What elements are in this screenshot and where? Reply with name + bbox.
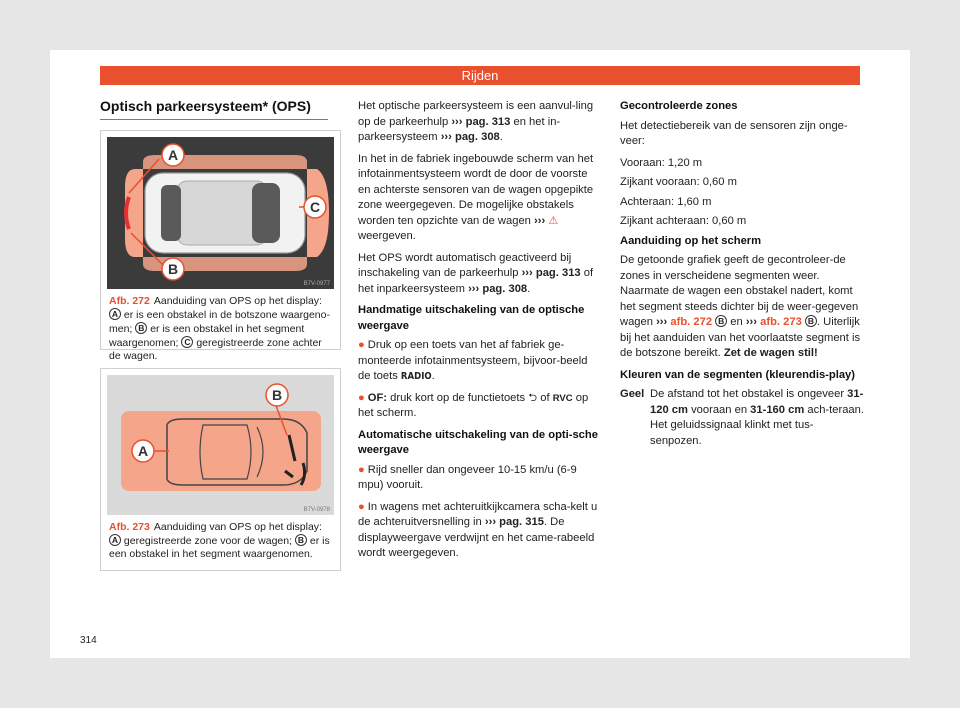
figure-code: B7V-0977	[303, 281, 330, 287]
caption-text: Aanduiding van OPS op het display:	[153, 295, 322, 307]
badge-a: A	[109, 534, 121, 546]
text: druk kort op de functietoets	[390, 391, 526, 404]
rvc-key: RVC	[552, 392, 573, 404]
radio-key: RADIO	[400, 371, 432, 382]
text: OF:	[367, 391, 388, 404]
text: Druk op een toets van het af fabriek ge-monteerde infotainmentsysteem, bijvoor-beeld de toets	[358, 339, 588, 382]
text: 31-160 cm	[750, 403, 805, 416]
figure-272-image	[107, 137, 334, 289]
spec-line: Zijkant vooraan: 0,60 m	[620, 176, 737, 188]
text: vooraan en	[691, 403, 748, 416]
paragraph	[620, 253, 865, 362]
definition	[650, 387, 865, 449]
caption-text: er is een obstakel in het segment waargenomen.	[109, 535, 330, 560]
ref-arrow: ›››	[440, 131, 452, 143]
caption-text: er is een obstakel in het segment waargenomen;	[109, 323, 305, 349]
figure-code: B7V-0978	[303, 507, 330, 513]
figure-label: Afb. 273	[109, 521, 150, 533]
text: In wagens met achteruitkijkcamera scha-kelt u de achteruitversnelling in	[358, 500, 598, 528]
text: Het OPS wordt automatisch geactiveerd bij inschakeling van de parkeerhulp	[358, 251, 572, 279]
page-ref[interactable]: pag. 315	[499, 516, 544, 528]
bullet-icon: ●	[358, 391, 365, 404]
badge-b: B	[135, 322, 147, 334]
subheading: Aanduiding op het scherm	[620, 234, 762, 247]
page-ref[interactable]: pag. 313	[465, 115, 511, 128]
warning-icon: ⚠	[548, 214, 559, 227]
bullet-item: ● In wagens met achteruitkijkcamera scha-kelt u de achteruitversnelling in ››› pag. 315. De displayweergave verdwijnt en het came-rabeeld wordt weergegeven.	[358, 500, 598, 559]
figure-272-caption	[101, 289, 340, 363]
parking-display-side-zones	[107, 375, 334, 515]
figure-ref[interactable]: afb. 273	[760, 316, 802, 328]
color-definition-yellow	[620, 387, 865, 449]
badge-b: B	[715, 315, 727, 327]
ref-arrow: ›››	[521, 267, 533, 279]
caption-text: geregistreerde zone achter de wagen.	[109, 337, 322, 362]
ref-arrow: ›››	[468, 282, 480, 295]
manual-page	[50, 50, 910, 658]
marker-a: A	[137, 443, 149, 459]
subheading: Gecontroleerde zones	[620, 100, 738, 112]
bullet-item: ● Druk op een toets van het af fabriek ge-monteerde infotainmentsysteem, bijvoor-beeld de toets RADIO.	[358, 339, 588, 382]
text: of	[540, 391, 550, 404]
paragraph: Het OPS wordt automatisch geactiveerd bij inschakeling van de parkeerhulp ››› pag. 313 of het inparkeersysteem ››› pag. 308.	[358, 251, 594, 295]
ref-arrow: ›››	[534, 214, 546, 227]
subheading: Automatische uitschakeling van de opti-sche weergave	[358, 428, 598, 456]
text: . Uiterlijk bij het aanduiden van het voorlaatste segment is de botszone bereikt.	[620, 316, 861, 359]
marker-a: A	[167, 147, 179, 163]
marker-b: B	[167, 261, 179, 277]
figure-ref[interactable]: afb. 272	[670, 316, 713, 328]
text: 31-120 cm	[650, 388, 864, 416]
badge-c: C	[181, 336, 193, 348]
text-column-middle	[358, 99, 603, 568]
page-number: 314	[80, 635, 97, 646]
parking-display-top-view	[107, 137, 334, 289]
text: of het inparkeersysteem	[358, 267, 594, 295]
spec-line: Achteraan: 1,60 m	[620, 195, 712, 208]
bullet-item	[358, 391, 603, 422]
figure-273-image	[107, 375, 334, 515]
caption-text: geregistreerde zone voor de wagen;	[123, 535, 293, 547]
back-arrow-icon: ⮌	[528, 391, 538, 404]
ref-arrow: ›››	[451, 115, 463, 128]
bullet-icon: ●	[358, 500, 365, 513]
caption-text: er is een obstakel in de botszone waargeno-men;	[109, 309, 330, 335]
bullet-item	[358, 463, 603, 494]
figure-272	[100, 130, 341, 362]
text: en	[730, 316, 743, 328]
paragraph	[358, 152, 603, 245]
caption-text: Aanduiding van OPS op het display:	[153, 521, 322, 533]
term: Geel	[620, 388, 645, 400]
text: In het in de fabriek ingebouwde scherm van het infotainmentsysteem wordt de door de voorste en achterste sensoren van de wagen opgepikte zone weergegeven. De mogelijke obstakels worden ten opzichte van de wagen	[358, 152, 594, 227]
figure-273	[100, 368, 341, 571]
page-ref[interactable]: pag. 313	[535, 267, 581, 279]
text: weergeven.	[358, 230, 416, 242]
text: Rijd sneller dan ongeveer 10-15 km/u (6-9 mpu) vooruit.	[358, 463, 577, 491]
ref-arrow: ›››	[484, 516, 497, 528]
section-title: Optisch parkeersysteem* (OPS)	[100, 98, 328, 120]
text: ach-teraan. Het geluidssignaal klinkt met tus-senpozen.	[650, 403, 864, 447]
badge-a: A	[109, 308, 121, 320]
subheading: Handmatige uitschakeling van de optische weergave	[358, 304, 585, 332]
marker-c: C	[309, 199, 321, 215]
page-ref[interactable]: pag. 308	[455, 131, 500, 143]
chapter-header: Rijden	[100, 66, 860, 85]
spec-line: Vooraan: 1,20 m	[620, 156, 703, 169]
page-ref[interactable]: pag. 308	[482, 282, 528, 295]
badge-b: B	[805, 315, 817, 327]
text: Zet de wagen stil!	[723, 347, 818, 359]
badge-b: B	[295, 534, 307, 546]
spec-line: Zijkant achteraan: 0,60 m	[620, 215, 747, 227]
ref-arrow: ›››	[745, 316, 758, 328]
ref-arrow: ›››	[656, 316, 668, 328]
text: De afstand tot het obstakel is ongeveer	[650, 388, 845, 400]
figure-273-caption	[101, 515, 340, 561]
text: Het optische parkeersysteem is een aanvul-ling op de parkeerhulp	[358, 100, 594, 128]
text: op het scherm.	[358, 391, 589, 419]
figure-label: Afb. 272	[109, 295, 150, 307]
subheading: Kleuren van de segmenten (kleurendis-play)	[620, 368, 856, 381]
text: De getoonde grafiek geeft de gecontroleer-de zones in verscheidene segmenten weer. Naarmate de wagen een obstakel nadert, komt het segment steeds dichter bij de weer-gegeven wagen	[620, 254, 859, 328]
text: en het in-parkeersysteem	[358, 115, 561, 143]
paragraph: Het detectiebereik van de sensoren zijn onge-veer:	[620, 119, 848, 147]
text: De displayweergave verdwijnt en het came-rabeeld wordt weergegeven.	[358, 516, 595, 559]
marker-b: B	[271, 387, 283, 403]
paragraph: Het optische parkeersysteem is een aanvul-ling op de parkeerhulp ››› pag. 313 en het in-parkeersysteem ››› pag. 308.	[358, 100, 594, 143]
bullet-icon: ●	[358, 339, 365, 351]
text-column-right	[620, 99, 865, 449]
bullet-icon: ●	[358, 463, 365, 476]
